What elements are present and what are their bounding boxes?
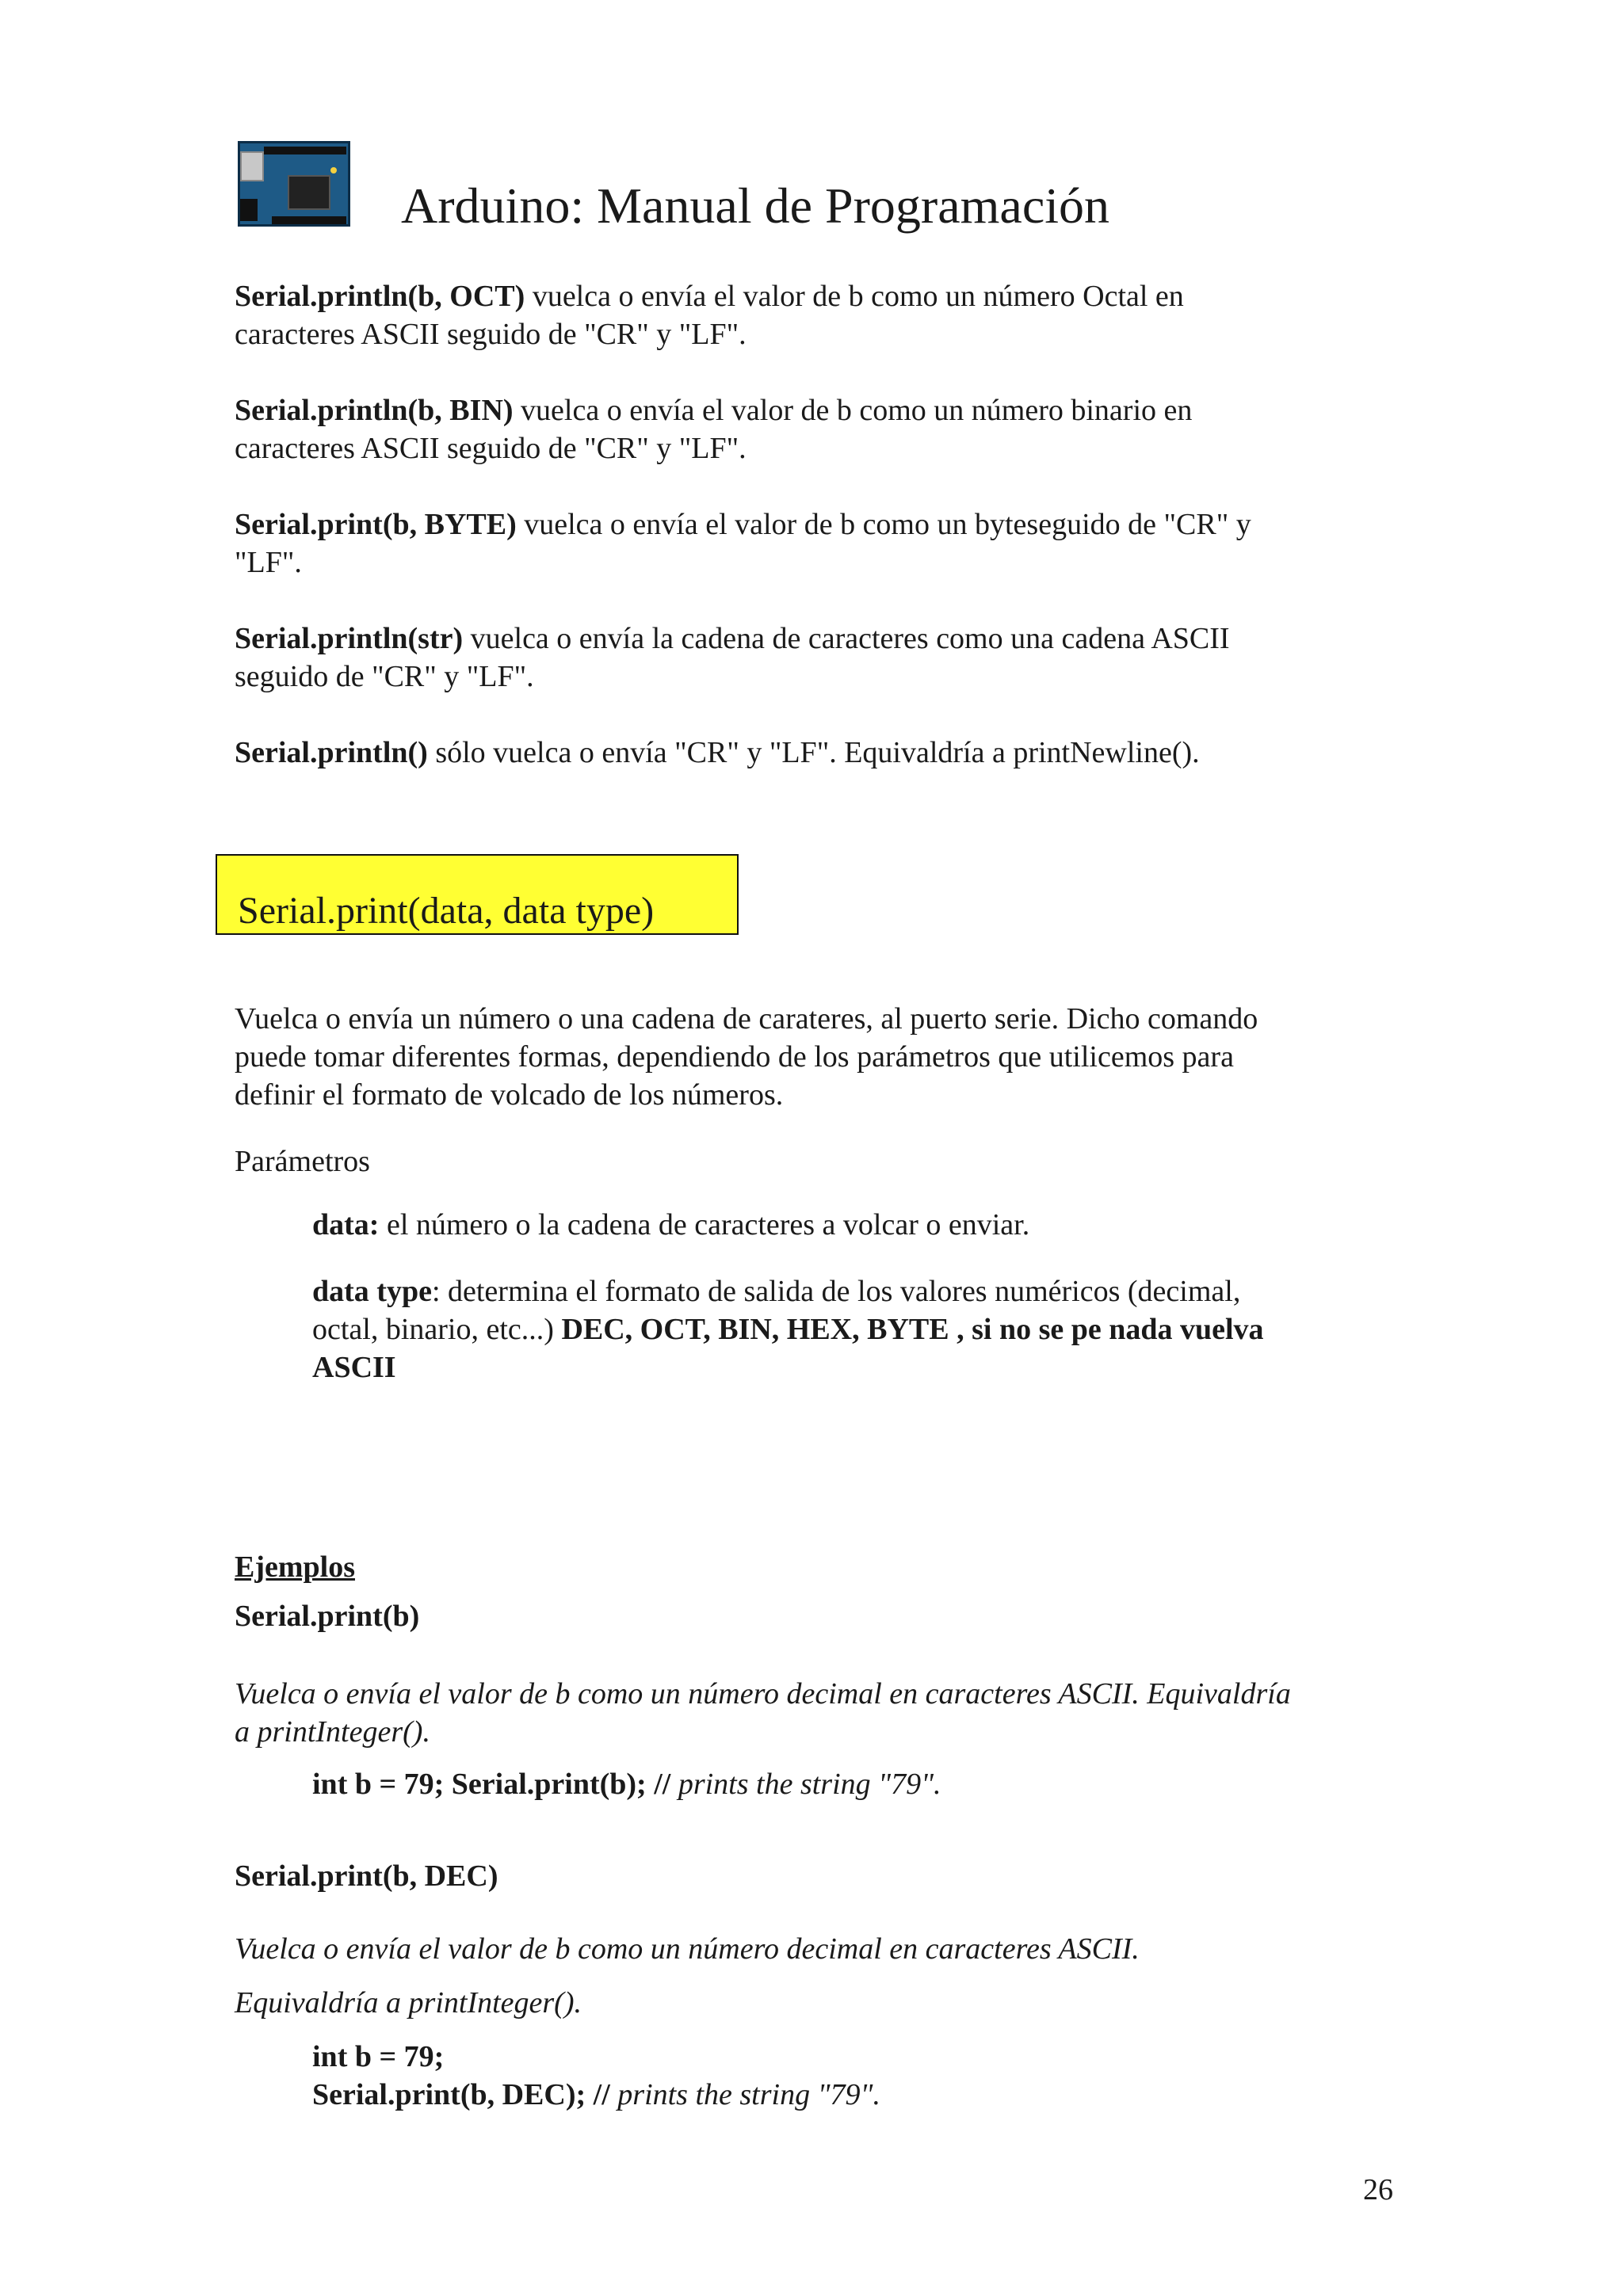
arduino-board-icon [238, 141, 350, 227]
section-heading: Serial.print(data, data type) [238, 890, 655, 932]
example1-heading: Serial.print(b) [235, 1600, 420, 1633]
description: Vuelca o envía un número o una cadena de carateres, al puerto serie. Dicho comando puede tomar diferentes formas, dependiendo de los parámetros que utilicemos para definir el formato de volcado de los números. [235, 1002, 1258, 1112]
page-title: Arduino: Manual de Programación [401, 177, 1109, 234]
list-item: Serial.println() sólo vuelca o envía "CR" y "LF". Equivaldría a printNewline(). [235, 736, 1200, 769]
example2-description-1: Vuelca o envía el valor de b como un número decimal en caracteres ASCII. [235, 1932, 1140, 1966]
list-item: Serial.println(str) vuelca o envía la cadena de caracteres como una cadena ASCII seguido de "CR" y "LF". [235, 622, 1230, 693]
example2-description-2: Equivaldría a printInteger(). [235, 1986, 582, 2019]
section-heading-box [216, 854, 739, 935]
list-item: Serial.println(b, OCT) vuelca o envía el valor de b como un número Octal en caracteres ASCII seguido de "CR" y "LF". [235, 280, 1184, 351]
param-data: data: el número o la cadena de caracteres a volcar o enviar. [312, 1208, 1030, 1241]
example2-heading: Serial.print(b, DEC) [235, 1859, 498, 1893]
params-label: Parámetros [235, 1145, 370, 1178]
example1-code: int b = 79; Serial.print(b); // prints the string "79". [312, 1768, 941, 1801]
list-item: Serial.println(b, BIN) vuelca o envía el valor de b como un número binario en caracteres ASCII seguido de "CR" y "LF". [235, 394, 1193, 465]
param-data-type: data type: determina el formato de salida de los valores numéricos (decimal, octal, binario, etc...) DEC, OCT, BIN, HEX, BYTE , si no se pe nada vuelva ASCII [312, 1275, 1264, 1384]
page-number: 26 [1363, 2173, 1393, 2206]
example2-code: int b = 79; Serial.print(b, DEC); // prints the string "79". [312, 2040, 881, 2111]
examples-heading: Ejemplos [235, 1550, 355, 1584]
example1-description: Vuelca o envía el valor de b como un número decimal en caracteres ASCII. Equivaldría a printInteger(). [235, 1677, 1291, 1749]
list-item: Serial.print(b, BYTE) vuelca o envía el valor de b como un byteseguido de "CR" y "LF". [235, 508, 1251, 579]
